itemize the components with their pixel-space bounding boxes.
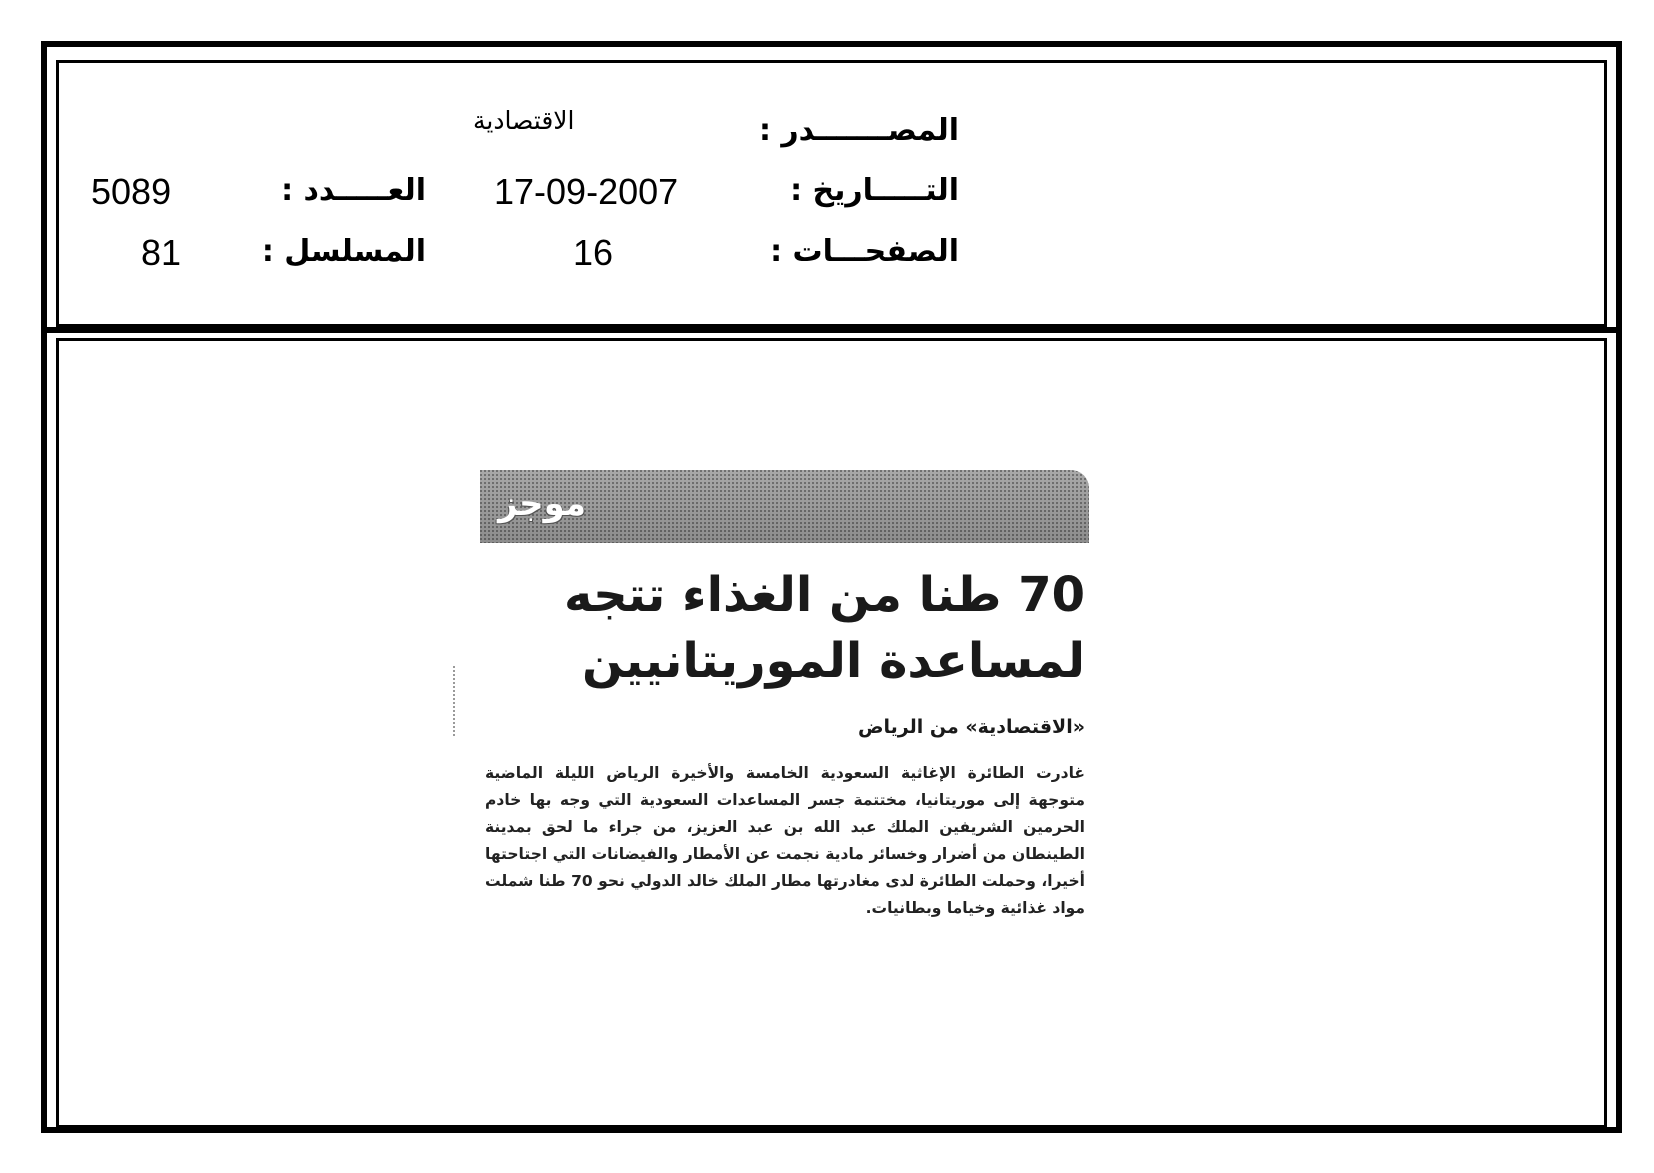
serial-value: 81 [141,232,182,273]
headline-line-2: لمساعدة الموريتانيين [581,633,1085,689]
pages-value: 16 [573,232,614,273]
date-value: 17-09-2007 [494,171,679,212]
section-banner [480,470,1089,543]
pages-label: الصفحـــات : [770,234,959,269]
serial-label: المسلسل : [261,234,426,269]
article-body: غادرت الطائرة الإغاثية السعودية الخامسة والأخيرة الرياض الليلة الماضية متوجهة إلى موريتانيا، مختتمة جسر المساعدات السعودية التي وجه بها خادم الحرمين الشريفين الملك عبد الله بن عبد العزيز، من جراء ما لحق بمدينة الطينطان من أضرار وخسائر مادية نجمت عن الأمطار والفيضانات التي اجتاحتها أخيرا، وحملت الطائرة لدى مغادرتها مطار الملك خالد الدولي نحو 70 طنا شملت مواد غذائية وخياما وبطانيات. [485,764,1085,917]
article-byline: «الاقتصادية» من الرياض [857,716,1085,738]
newspaper-clipping [473,470,1097,970]
scan-artifact [453,666,457,736]
date-label: التـــــاريخ : [790,173,959,208]
frame-separator [41,327,1622,333]
article-headline [485,562,1085,694]
issue-value: 5089 [91,171,172,212]
headline-line-1: 70 طنا من الغذاء تتجه [564,567,1085,623]
issue-label: العـــــدد : [281,173,426,208]
source-value: الاقتصادية [473,106,575,135]
section-banner-label: موجز [498,484,587,524]
source-label: المصـــــــدر : [758,113,959,148]
